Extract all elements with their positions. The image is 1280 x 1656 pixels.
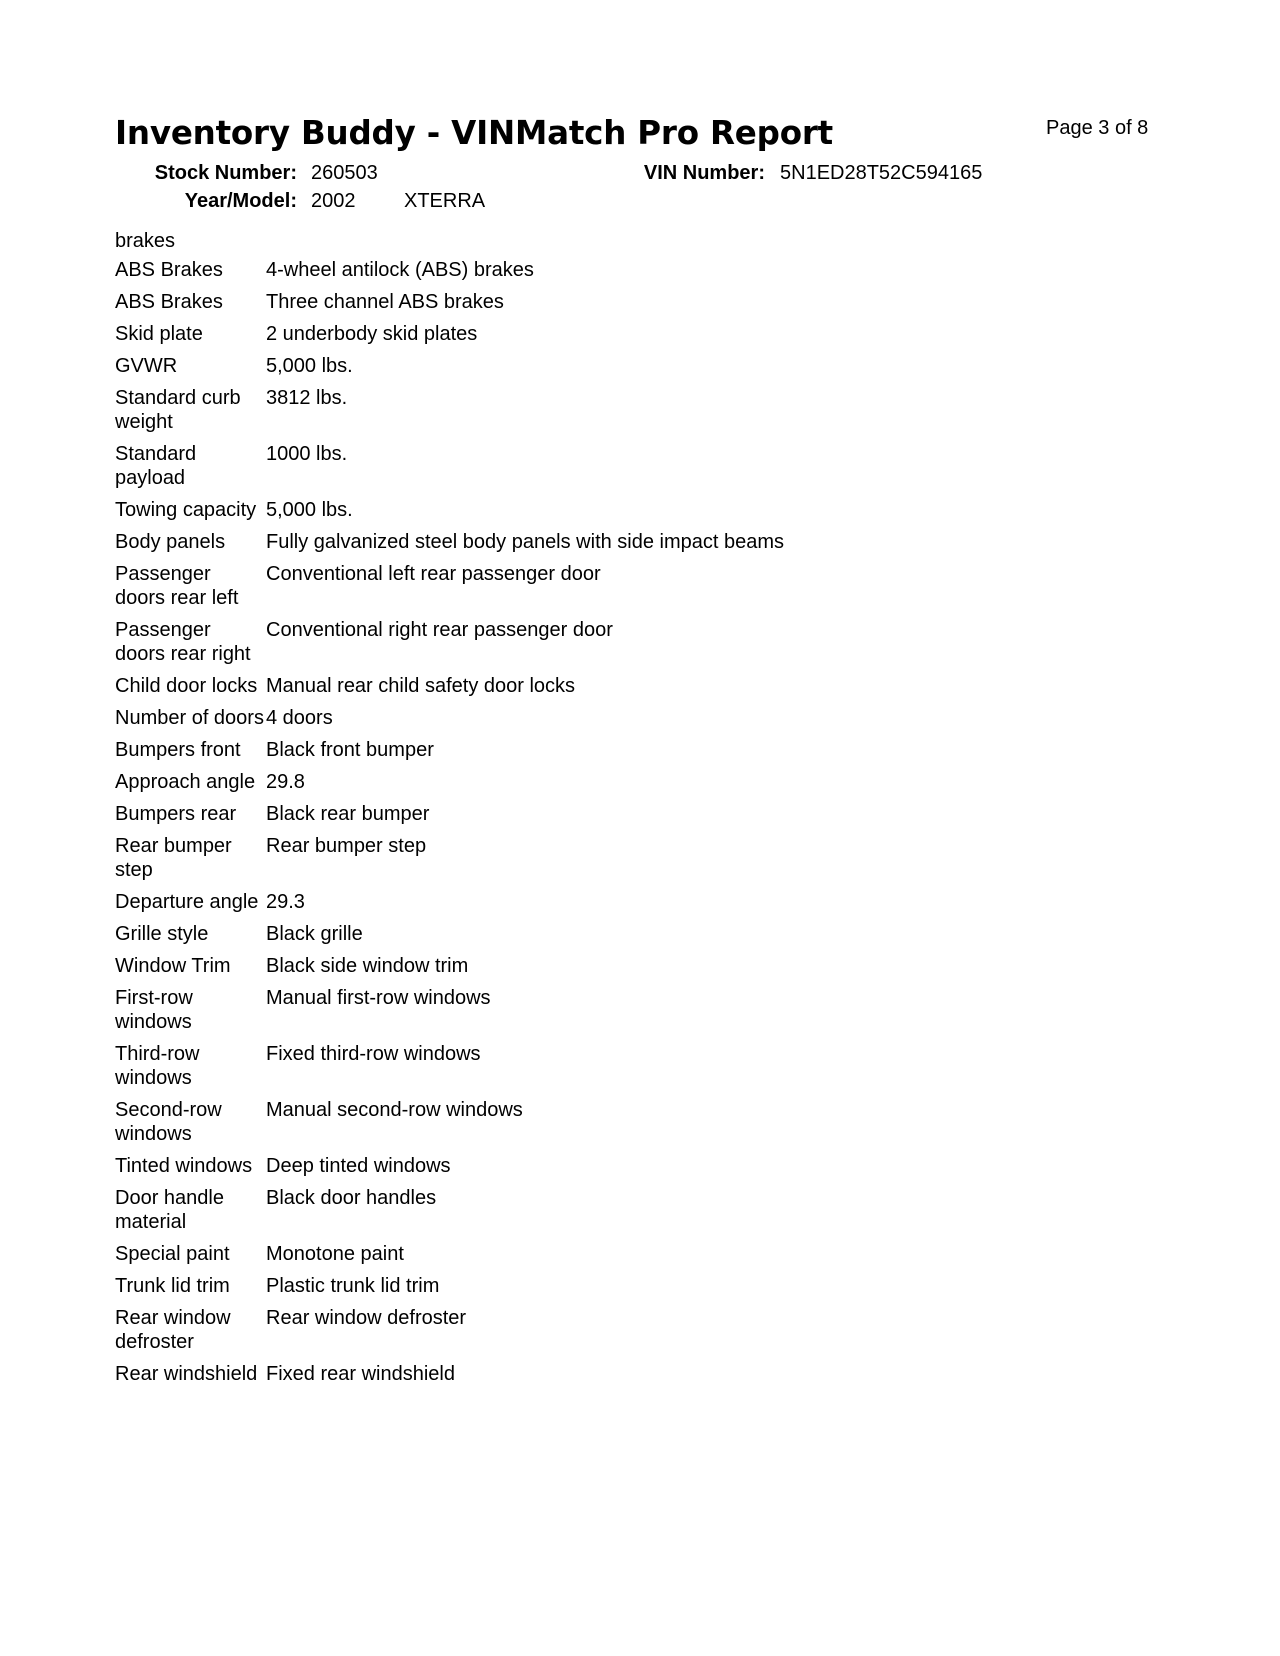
spec-value: Black side window trim [266, 955, 469, 977]
spec-value: Conventional left rear passenger door [266, 563, 601, 585]
spec-value: Manual first-row windows [266, 987, 491, 1009]
spec-row [115, 354, 784, 386]
spec-label: Passenger doors rear right [115, 619, 251, 665]
spec-value: Monotone paint [266, 1243, 404, 1265]
spec-label: ABS Brakes [115, 291, 223, 313]
spec-value: 4-wheel antilock (ABS) brakes [266, 259, 534, 281]
spec-row [115, 1306, 784, 1362]
spec-row [115, 674, 784, 706]
spec-label: Body panels [115, 531, 226, 553]
vin-number-label: VIN Number: [643, 162, 765, 184]
spec-row [115, 922, 784, 954]
year-model-label: Year/Model: [184, 190, 297, 212]
spec-row [115, 986, 784, 1042]
spec-value: 5,000 lbs. [266, 499, 353, 521]
stock-number-value: 260503 [311, 162, 378, 184]
spec-row [115, 954, 784, 986]
spec-value: 3812 lbs. [266, 387, 348, 409]
spec-value: Black door handles [266, 1187, 437, 1209]
spec-row [115, 442, 784, 498]
spec-row [115, 802, 784, 834]
spec-value: Conventional right rear passenger door [266, 619, 613, 641]
spec-label: Third-row windows [115, 1043, 200, 1089]
spec-row [115, 322, 784, 354]
spec-row [115, 530, 784, 562]
spec-value: Deep tinted windows [266, 1155, 451, 1177]
spec-label: Number of doors [115, 707, 264, 729]
spec-label: Passenger doors rear left [115, 563, 239, 609]
spec-label: Towing capacity [115, 499, 257, 521]
spec-label: Standard curb weight [115, 387, 241, 433]
year-value: 2002 [311, 190, 356, 212]
spec-value: 5,000 lbs. [266, 355, 353, 377]
spec-value: Black grille [266, 923, 363, 945]
spec-row [115, 386, 784, 442]
spec-row [115, 1242, 784, 1274]
spec-table-body [115, 258, 784, 1394]
spec-value: Fixed third-row windows [266, 1043, 481, 1065]
spec-label: Standard payload [115, 443, 197, 489]
spec-label: Rear windshield [115, 1363, 258, 1385]
spec-value: Plastic trunk lid trim [266, 1275, 440, 1297]
spec-label: Skid plate [115, 323, 203, 345]
stock-number-label: Stock Number: [154, 162, 297, 184]
spec-label: Door handle material [115, 1187, 224, 1233]
spec-value: 4 doors [266, 707, 333, 729]
spec-value: 29.8 [266, 771, 305, 793]
section-title: brakes [115, 230, 176, 252]
spec-label: Departure angle [115, 891, 259, 913]
spec-row [115, 290, 784, 322]
spec-value: Rear window defroster [266, 1307, 467, 1329]
spec-row [115, 562, 784, 618]
spec-label: Second-row windows [115, 1099, 222, 1145]
report-title: Inventory Buddy - VINMatch Pro Report [115, 114, 834, 152]
vin-number-value: 5N1ED28T52C594165 [780, 162, 983, 184]
spec-label: GVWR [115, 355, 178, 377]
spec-row [115, 1154, 784, 1186]
spec-table [115, 258, 784, 1394]
page-number: Page 3 of 8 [1046, 117, 1149, 139]
spec-row [115, 738, 784, 770]
spec-row [115, 1042, 784, 1098]
spec-row [115, 1098, 784, 1154]
spec-row [115, 706, 784, 738]
spec-row [115, 1362, 784, 1394]
spec-row [115, 890, 784, 922]
spec-row [115, 618, 784, 674]
spec-label: Bumpers rear [115, 803, 237, 825]
spec-label: Window Trim [115, 955, 231, 977]
spec-value: Fixed rear windshield [266, 1363, 455, 1385]
spec-value: Manual rear child safety door locks [266, 675, 576, 697]
model-value: XTERRA [404, 190, 486, 212]
spec-label: Grille style [115, 923, 209, 945]
spec-row [115, 834, 784, 890]
spec-value: Manual second-row windows [266, 1099, 523, 1121]
spec-value: 1000 lbs. [266, 443, 348, 465]
spec-label: Special paint [115, 1243, 230, 1265]
spec-value: Black front bumper [266, 739, 434, 761]
spec-label: First-row windows [115, 987, 193, 1033]
spec-label: Tinted windows [115, 1155, 253, 1177]
spec-value: Black rear bumper [266, 803, 430, 825]
spec-value: Fully galvanized steel body panels with side impact beams [266, 531, 785, 553]
spec-label: Child door locks [115, 675, 258, 697]
spec-label: ABS Brakes [115, 259, 223, 281]
spec-value: Three channel ABS brakes [266, 291, 504, 313]
spec-row [115, 1186, 784, 1242]
spec-label: Bumpers front [115, 739, 241, 761]
spec-row [115, 770, 784, 802]
spec-row [115, 258, 784, 290]
spec-label: Approach angle [115, 771, 256, 793]
spec-label: Trunk lid trim [115, 1275, 230, 1297]
spec-value: 29.3 [266, 891, 305, 913]
spec-value: Rear bumper step [266, 835, 427, 857]
spec-row [115, 498, 784, 530]
spec-label: Rear bumper step [115, 835, 232, 881]
spec-value: 2 underbody skid plates [266, 323, 478, 345]
spec-row [115, 1274, 784, 1306]
spec-label: Rear window defroster [115, 1307, 231, 1353]
